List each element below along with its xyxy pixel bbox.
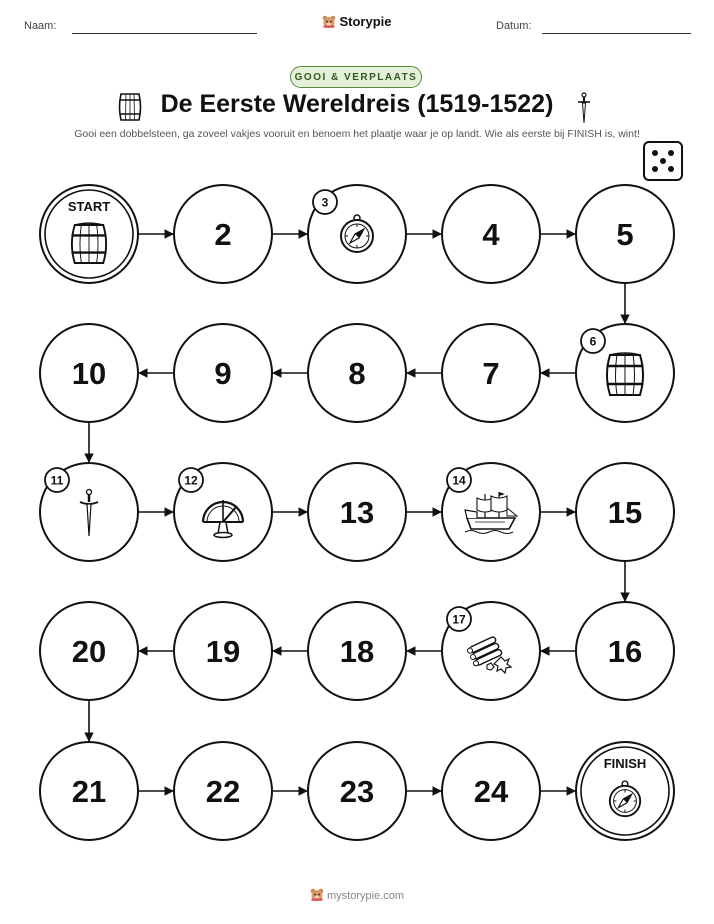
board-space-4 xyxy=(442,185,540,283)
space-number: 7 xyxy=(482,356,500,391)
bear-icon xyxy=(310,888,324,905)
space-number: 2 xyxy=(214,217,232,252)
footer xyxy=(0,888,714,905)
start-label: START xyxy=(67,199,111,214)
space-number: 9 xyxy=(214,356,232,391)
barrel-icon xyxy=(71,223,106,263)
board-space-22 xyxy=(174,742,272,840)
board-space-3 xyxy=(308,185,406,283)
space-number-badge: 11 xyxy=(50,473,64,488)
barrel-icon xyxy=(607,353,644,395)
board-space-23 xyxy=(308,742,406,840)
board-space-9 xyxy=(174,324,272,422)
date-label: Datum: xyxy=(496,20,532,32)
board-space-21 xyxy=(40,742,138,840)
space-number: 16 xyxy=(607,634,643,669)
footer-url: mystorypie.com xyxy=(326,890,405,902)
board-space-10 xyxy=(40,324,138,422)
board-space-13 xyxy=(308,463,406,561)
board-space-16 xyxy=(576,602,674,700)
space-number: 10 xyxy=(71,356,107,391)
board-space-6 xyxy=(576,324,674,422)
space-number: 23 xyxy=(339,774,375,809)
board-space-2 xyxy=(174,185,272,283)
board-space-25 xyxy=(576,742,674,840)
game-type-badge: GOOI & VERPLAATS xyxy=(290,66,422,88)
page-title: De Eerste Wereldreis (1519-1522) xyxy=(160,90,554,118)
brand-name: Storypie xyxy=(339,14,392,29)
board-space-18 xyxy=(308,602,406,700)
board-space-15 xyxy=(576,463,674,561)
name-label: Naam: xyxy=(24,20,57,32)
board-space-1 xyxy=(40,185,138,283)
space-number: 18 xyxy=(339,634,375,669)
board-space-24 xyxy=(442,742,540,840)
board-space-12 xyxy=(174,463,272,561)
board-space-7 xyxy=(442,324,540,422)
board-space-20 xyxy=(40,602,138,700)
board-space-17 xyxy=(442,602,540,700)
space-number: 13 xyxy=(339,495,375,530)
space-number: 8 xyxy=(348,356,366,391)
board-space-14 xyxy=(442,463,540,561)
space-number: 22 xyxy=(205,774,241,809)
space-number: 20 xyxy=(71,634,107,669)
finish-label: FINISH xyxy=(603,756,647,771)
space-number-badge: 14 xyxy=(452,473,466,488)
space-number: 24 xyxy=(473,774,509,809)
space-number-badge: 6 xyxy=(589,334,597,349)
board-space-5 xyxy=(576,185,674,283)
space-number: 15 xyxy=(607,495,643,530)
space-number-badge: 12 xyxy=(184,473,198,488)
instructions: Gooi een dobbelsteen, ga zoveel vakjes vooruit en benoem het plaatje waar je op landt. Wie als eerste bij FINISH is, wint! xyxy=(74,128,640,140)
space-number: 4 xyxy=(482,217,500,252)
space-number: 19 xyxy=(205,634,241,669)
space-number-badge: 3 xyxy=(321,195,329,210)
board-space-11 xyxy=(40,463,138,561)
board-space-8 xyxy=(308,324,406,422)
space-number-badge: 17 xyxy=(452,612,466,627)
space-number: 21 xyxy=(71,774,107,809)
space-number: 5 xyxy=(616,217,634,252)
board-space-19 xyxy=(174,602,272,700)
